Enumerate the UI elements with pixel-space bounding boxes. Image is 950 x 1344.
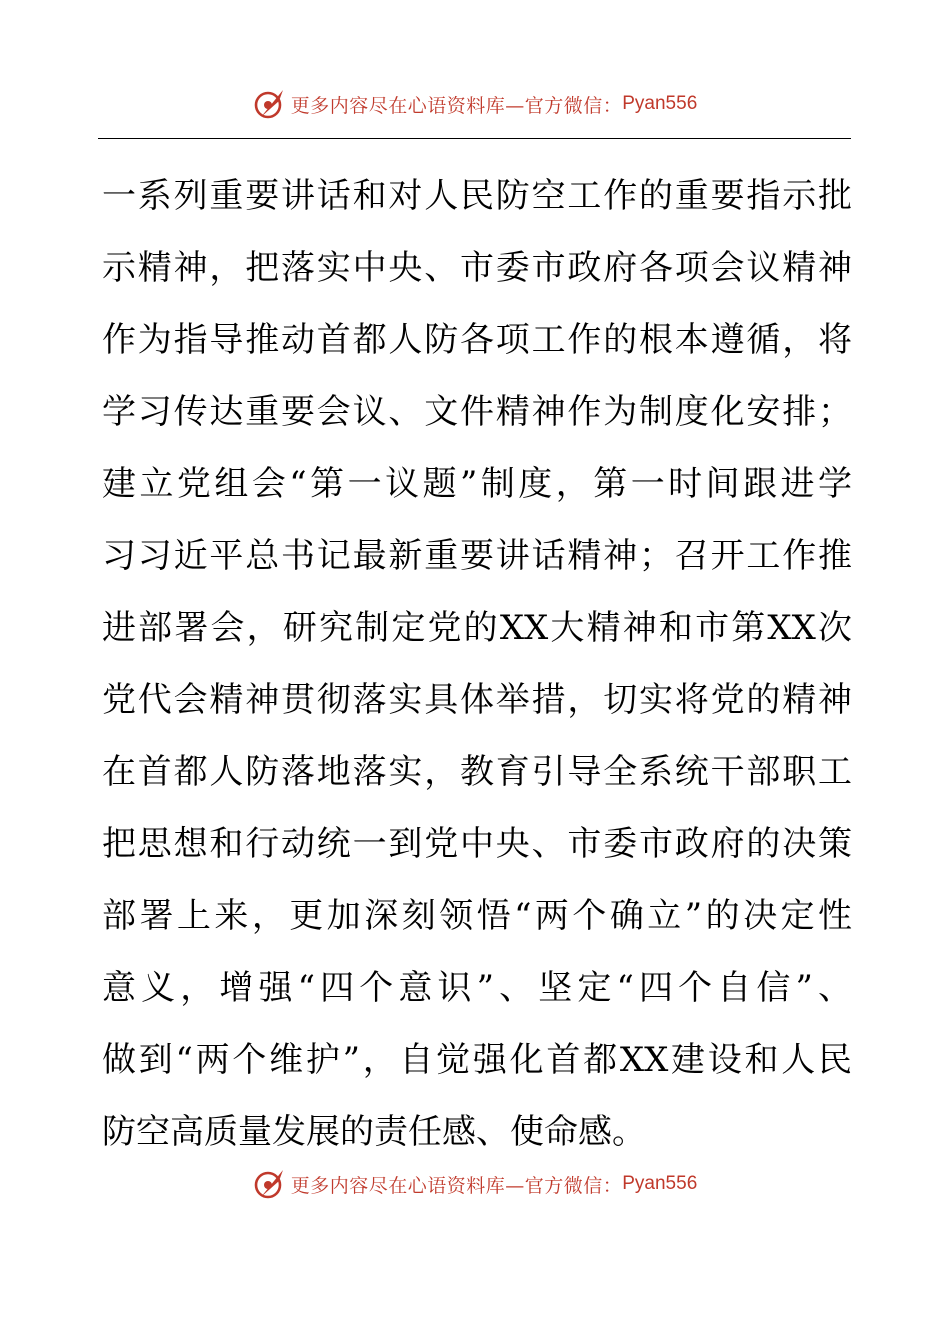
body-line: 部署上来，更加深刻领悟“两个确立”的决定性 xyxy=(102,896,852,936)
body-line: 示精神，把落实中央、市委市政府各项会议精神 xyxy=(102,248,852,288)
banner-text: 更多内容尽在心语资料库—官方微信： xyxy=(290,94,623,117)
banner-wechat-id: Pyan556 xyxy=(622,1173,698,1194)
body-line: 习习近平总书记最新重要讲话精神；召开工作推 xyxy=(102,536,852,576)
footer-banner xyxy=(0,1164,950,1204)
body-line: 防空高质量发展的责任感、使命感。 xyxy=(102,1112,646,1152)
header-banner xyxy=(0,84,950,124)
body-line: 一系列重要讲话和对人民防空工作的重要指示批 xyxy=(102,176,852,216)
document-body xyxy=(102,160,852,1168)
body-line: 建立党组会“第一议题”制度，第一时间跟进学 xyxy=(102,464,852,504)
body-line: 把思想和行动统一到党中央、市委市政府的决策 xyxy=(102,824,852,864)
quill-logo-icon xyxy=(253,87,287,121)
body-line: 学习传达重要会议、文件精神作为制度化安排； xyxy=(102,392,852,432)
quill-logo-icon xyxy=(253,1167,287,1201)
body-line: 作为指导推动首都人防各项工作的根本遵循，将 xyxy=(102,320,852,360)
banner-text: 更多内容尽在心语资料库—官方微信： xyxy=(290,1174,623,1197)
body-line: 意义，增强“四个意识”、坚定“四个自信”、 xyxy=(102,968,852,1008)
body-line: 党代会精神贯彻落实具体举措，切实将党的精神 xyxy=(102,680,852,720)
body-line: 进部署会，研究制定党的XX大精神和市第XX次 xyxy=(102,608,852,648)
banner-wechat-id: Pyan556 xyxy=(622,93,698,114)
header-divider xyxy=(98,138,851,139)
body-line: 做到“两个维护”，自觉强化首都XX建设和人民 xyxy=(102,1040,852,1080)
body-line: 在首都人防落地落实，教育引导全系统干部职工 xyxy=(102,752,852,792)
